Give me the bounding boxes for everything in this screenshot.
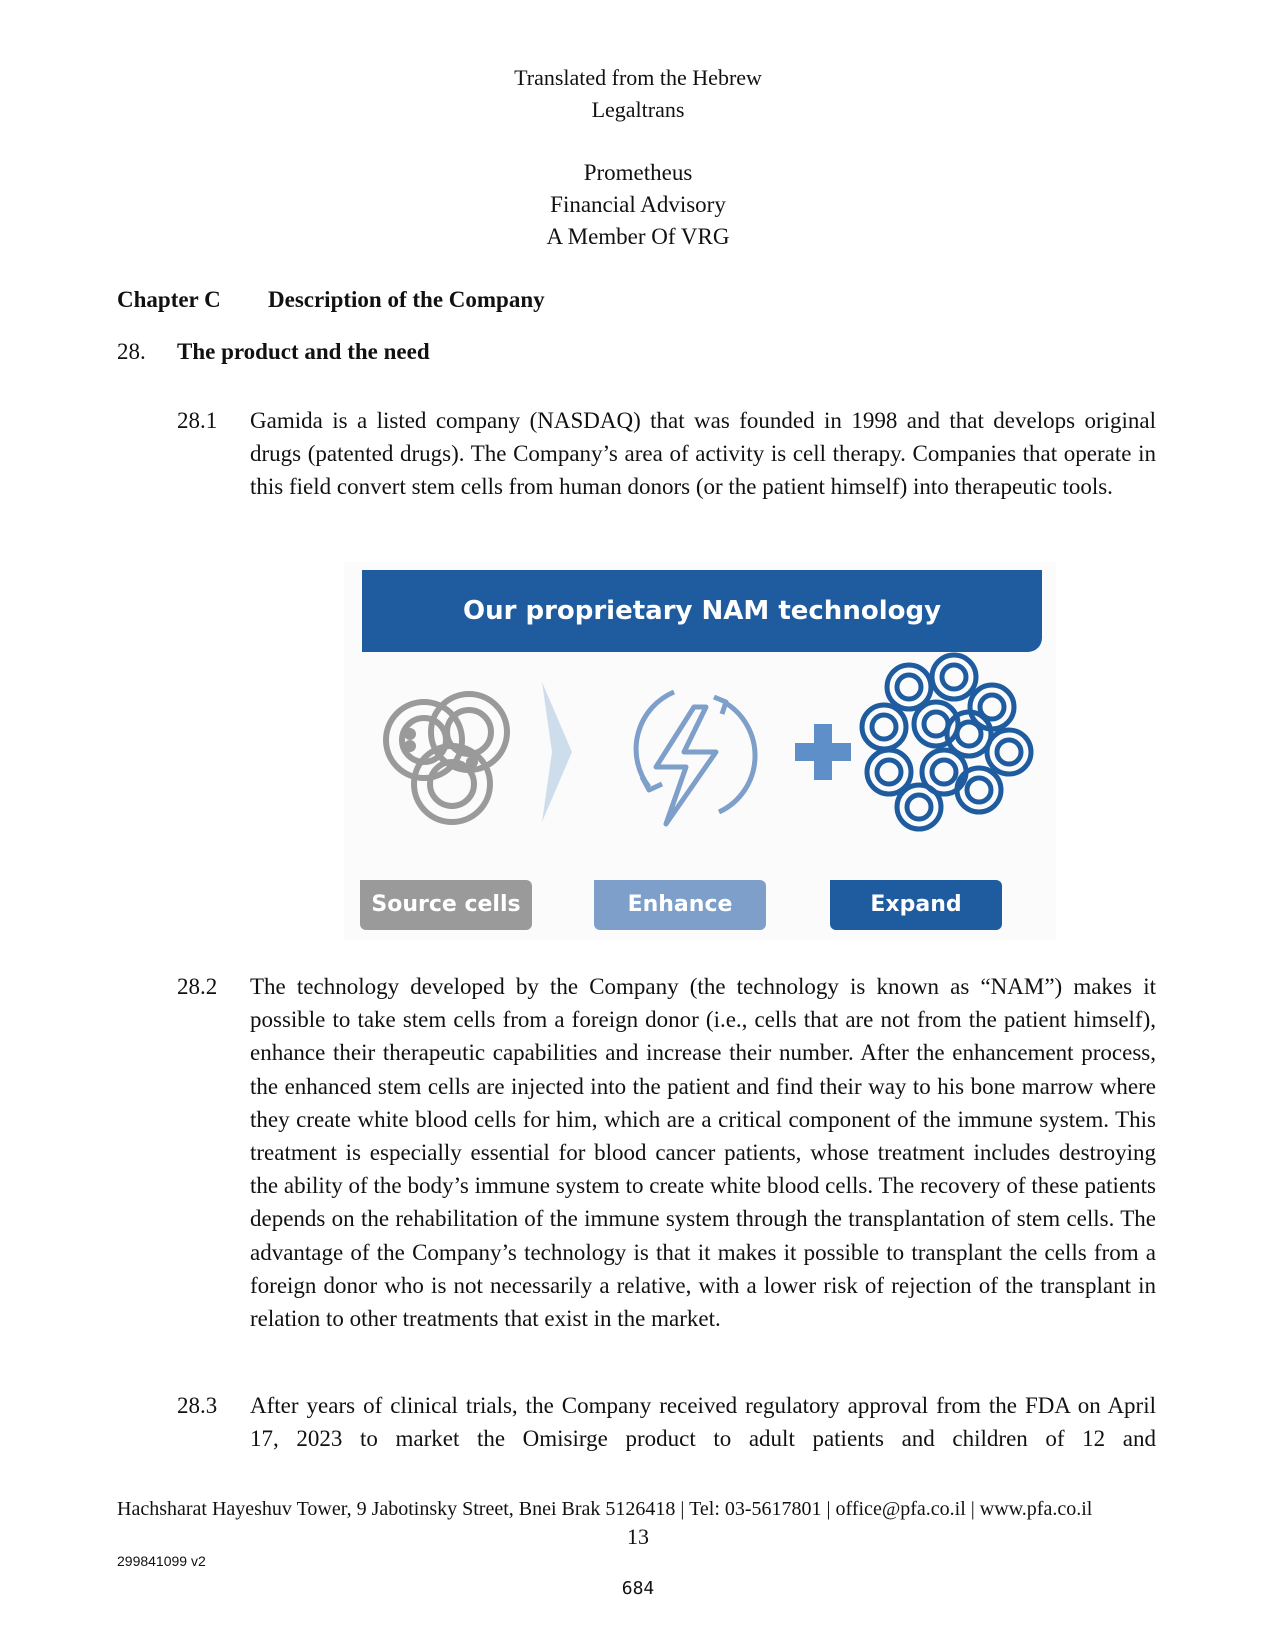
- enhance-lightning-icon: [636, 692, 755, 824]
- chevron-right-icon: [542, 682, 572, 822]
- item-text-28-2: The technology developed by the Company (the technology is known as “NAM”) makes it possible to take stem cells from a foreign donor (i.e., cells that are not from the patient himself), enhance their therapeutic capabilities and increase their number. After the enhancement process, the enhanced stem cells are injected into the patient and find their way to his bone marrow where they create white blood cells for him, which are a critical component of the immune system. This treatment is especially essential for blood cancer patients, whose treatment includes destroying the ability of the body’s immune system to create white blood cells. The recovery of these patients depends on the rehabilitation of the immune system through the transplantation of stem cells. The advantage of the Company’s technology is that it makes it possible to transplant the cells from a foreign donor who is not necessarily a relative, with a lower risk of rejection of the transplant in relation to other treatments that exist in the market.: [250, 974, 1156, 1332]
- chapter-title: Description of the Company: [268, 287, 545, 312]
- item-text-28-3: After years of clinical trials, the Company received regulatory approval from the FDA on April 17, 2023 to market the Omisirge product to adult patients and children of 12 and: [250, 1393, 1156, 1452]
- firm-name: Prometheus: [583, 160, 693, 185]
- item-number-28-1: 28.1: [177, 408, 218, 433]
- section-title: The product and the need: [177, 339, 430, 364]
- item-text-28-1: Gamida is a listed company (NASDAQ) that was founded in 1998 and that develops original drugs (patented drugs). The Company’s area of activity is cell therapy. Companies that operate in this field convert stem cells from human donors (or the patient himself) into therapeutic tools.: [250, 408, 1156, 500]
- document-id: 299841099 v2: [117, 1553, 206, 1569]
- translation-note: Translated from the Hebrew: [514, 65, 762, 90]
- plus-icon: [795, 724, 851, 780]
- step-label-enhance: Enhance: [594, 880, 766, 930]
- translator-name: Legaltrans: [591, 97, 685, 122]
- page-number: 13: [627, 1524, 649, 1549]
- item-number-28-2: 28.2: [177, 974, 218, 999]
- chapter-label: Chapter C: [117, 287, 221, 312]
- footer-address: Hachsharat Hayeshuv Tower, 9 Jabotinsky Street, Bnei Brak 5126418 | Tel: 03-5617801 | office@pfa.co.il | www.pfa.co.il: [117, 1498, 1093, 1520]
- expanded-cells-icon: [862, 655, 1031, 829]
- figure-title: Our proprietary NAM technology: [362, 570, 1042, 652]
- section-number: 28.: [117, 339, 146, 364]
- firm-membership: A Member Of VRG: [546, 224, 730, 249]
- step-label-source-cells: Source cells: [360, 880, 532, 930]
- step-label-expand: Expand: [830, 880, 1002, 930]
- bates-number: 684: [621, 1578, 655, 1599]
- nam-technology-figure: [344, 562, 1056, 940]
- source-cells-icon: [386, 694, 507, 822]
- firm-subtitle: Financial Advisory: [550, 192, 726, 217]
- item-number-28-3: 28.3: [177, 1393, 218, 1418]
